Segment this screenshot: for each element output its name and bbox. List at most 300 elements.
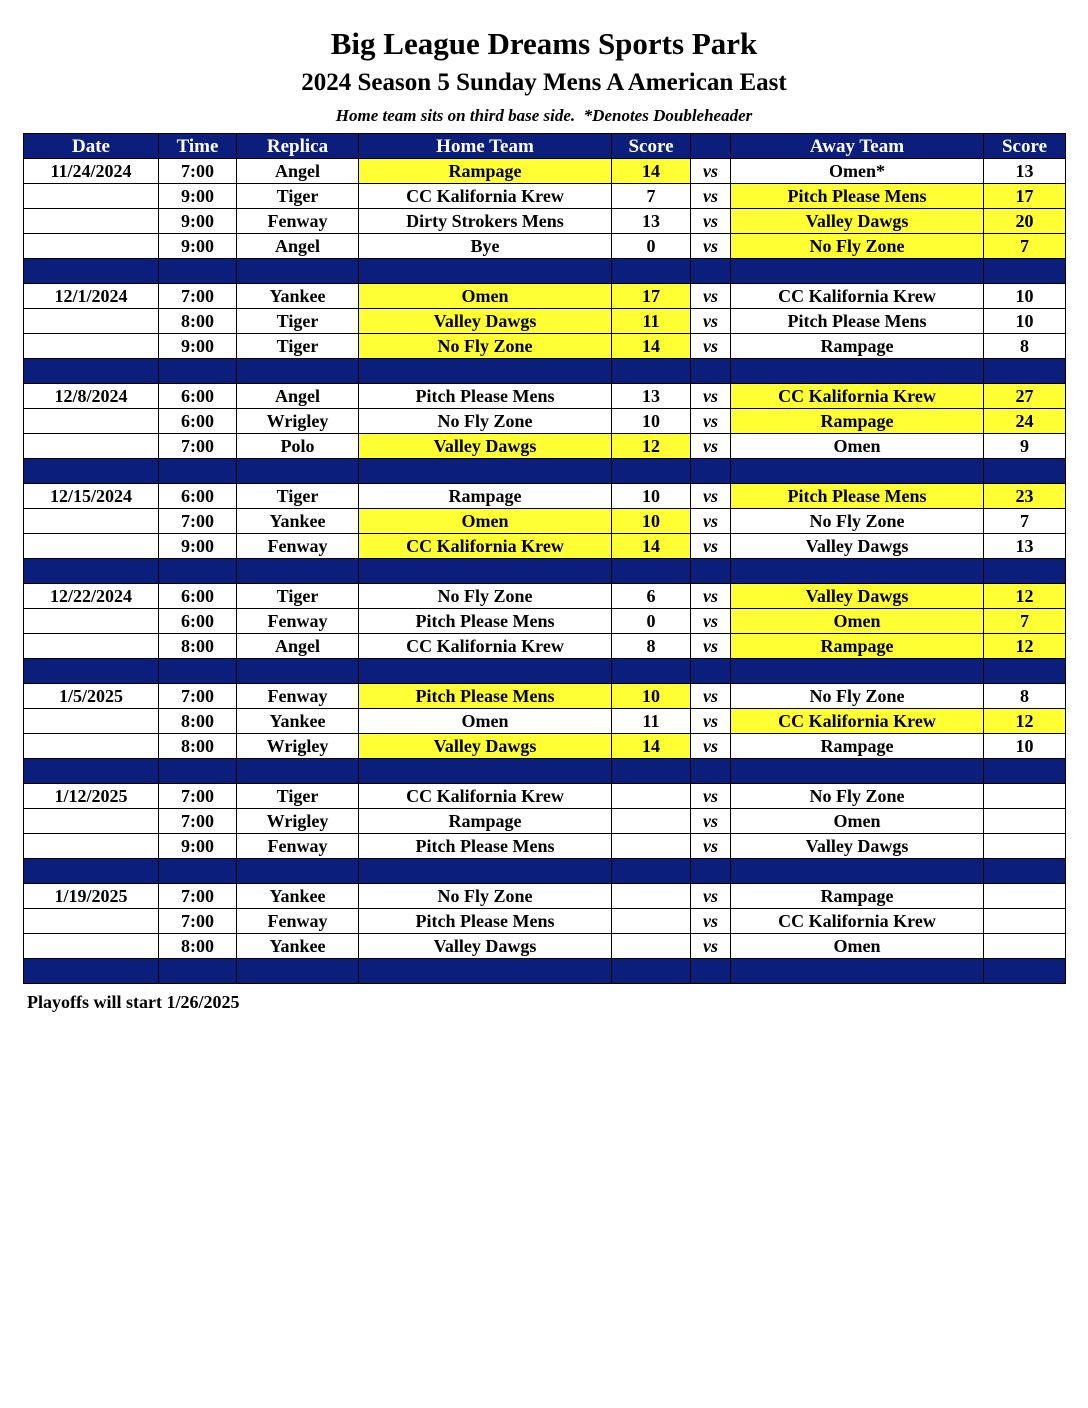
game-time: 7:00 [159,809,237,834]
game-row [24,884,1066,909]
game-row [24,384,1066,409]
game-date [24,934,159,959]
game-time: 9:00 [159,184,237,209]
game-time: 7:00 [159,284,237,309]
col-header-replica: Replica [237,134,359,159]
game-time: 7:00 [159,684,237,709]
vs-label: vs [691,809,731,834]
vs-label: vs [691,734,731,759]
home-team: CC Kalifornia Krew [359,634,612,659]
away-score: 10 [984,284,1066,309]
home-team: Omen [359,284,612,309]
game-row [24,909,1066,934]
away-score: 9 [984,434,1066,459]
game-date [24,409,159,434]
game-row [24,684,1066,709]
away-team: Valley Dawgs [731,209,984,234]
game-replica: Angel [237,384,359,409]
away-score: 7 [984,509,1066,534]
separator-cell [984,659,1066,684]
separator-cell [731,259,984,284]
home-team: Omen [359,509,612,534]
game-time: 8:00 [159,934,237,959]
away-score: 17 [984,184,1066,209]
home-score: 14 [612,159,691,184]
game-date [24,334,159,359]
game-date [24,184,159,209]
vs-label: vs [691,384,731,409]
game-time: 6:00 [159,384,237,409]
away-team: CC Kalifornia Krew [731,709,984,734]
home-score: 11 [612,709,691,734]
game-row [24,784,1066,809]
separator-cell [24,559,159,584]
game-time: 6:00 [159,609,237,634]
game-date [24,234,159,259]
col-header-away-score: Score [984,134,1066,159]
game-time: 7:00 [159,434,237,459]
separator-cell [691,659,731,684]
game-date: 12/8/2024 [24,384,159,409]
home-score: 17 [612,284,691,309]
game-replica: Wrigley [237,809,359,834]
vs-label: vs [691,584,731,609]
game-date: 1/12/2025 [24,784,159,809]
game-row [24,184,1066,209]
away-score: 10 [984,734,1066,759]
separator-cell [159,559,237,584]
game-row [24,484,1066,509]
home-score: 11 [612,309,691,334]
away-team: Rampage [731,409,984,434]
game-date: 12/1/2024 [24,284,159,309]
home-score: 0 [612,234,691,259]
away-team: Omen [731,809,984,834]
col-header-date: Date [24,134,159,159]
game-replica: Fenway [237,909,359,934]
home-score: 14 [612,734,691,759]
week-separator-row [24,959,1066,984]
game-time: 8:00 [159,309,237,334]
home-team: Valley Dawgs [359,434,612,459]
game-date: 12/22/2024 [24,584,159,609]
game-time: 8:00 [159,634,237,659]
col-header-time: Time [159,134,237,159]
vs-label: vs [691,884,731,909]
schedule-body [24,159,1066,984]
away-score: 12 [984,634,1066,659]
game-row [24,709,1066,734]
vs-label: vs [691,234,731,259]
away-score: 7 [984,609,1066,634]
game-date [24,209,159,234]
home-score: 13 [612,209,691,234]
separator-cell [237,659,359,684]
vs-label: vs [691,534,731,559]
separator-cell [731,659,984,684]
home-team: Pitch Please Mens [359,609,612,634]
game-time: 7:00 [159,159,237,184]
game-row [24,409,1066,434]
game-time: 6:00 [159,409,237,434]
game-row [24,834,1066,859]
vs-label: vs [691,834,731,859]
separator-cell [237,759,359,784]
away-team: CC Kalifornia Krew [731,384,984,409]
week-separator-row [24,759,1066,784]
separator-cell [731,359,984,384]
away-team: Omen [731,934,984,959]
separator-cell [24,459,159,484]
game-date [24,509,159,534]
home-team: CC Kalifornia Krew [359,184,612,209]
separator-cell [359,259,612,284]
game-replica: Fenway [237,834,359,859]
home-score: 14 [612,534,691,559]
vs-label: vs [691,784,731,809]
separator-cell [237,959,359,984]
game-replica: Angel [237,634,359,659]
vs-label: vs [691,909,731,934]
game-replica: Yankee [237,284,359,309]
game-row [24,534,1066,559]
vs-label: vs [691,159,731,184]
away-team: Omen [731,609,984,634]
away-team: No Fly Zone [731,234,984,259]
game-row [24,734,1066,759]
game-replica: Yankee [237,509,359,534]
separator-cell [359,959,612,984]
home-team: Rampage [359,809,612,834]
game-date: 12/15/2024 [24,484,159,509]
home-team: Dirty Strokers Mens [359,209,612,234]
away-score [984,834,1066,859]
separator-cell [691,459,731,484]
header-row [24,134,1066,159]
game-row [24,809,1066,834]
home-score: 13 [612,384,691,409]
game-time: 7:00 [159,909,237,934]
game-row [24,584,1066,609]
separator-cell [731,459,984,484]
game-row [24,234,1066,259]
game-date: 1/19/2025 [24,884,159,909]
vs-label: vs [691,209,731,234]
home-team: Valley Dawgs [359,934,612,959]
away-score: 12 [984,709,1066,734]
vs-label: vs [691,634,731,659]
separator-cell [24,959,159,984]
away-score: 8 [984,334,1066,359]
separator-cell [24,759,159,784]
game-row [24,309,1066,334]
separator-cell [731,859,984,884]
separator-cell [159,359,237,384]
game-time: 8:00 [159,734,237,759]
separator-cell [612,759,691,784]
home-score: 12 [612,434,691,459]
separator-cell [984,559,1066,584]
game-replica: Tiger [237,334,359,359]
home-team: Valley Dawgs [359,734,612,759]
vs-label: vs [691,484,731,509]
home-team: Valley Dawgs [359,309,612,334]
separator-cell [24,859,159,884]
game-date: 11/24/2024 [24,159,159,184]
separator-cell [731,759,984,784]
home-score: 10 [612,684,691,709]
game-time: 6:00 [159,584,237,609]
game-date: 1/5/2025 [24,684,159,709]
game-replica: Tiger [237,184,359,209]
home-team: Bye [359,234,612,259]
page-title: Big League Dreams Sports Park [330,26,758,61]
game-replica: Polo [237,434,359,459]
separator-cell [237,359,359,384]
home-team: Rampage [359,159,612,184]
away-score [984,934,1066,959]
game-row [24,934,1066,959]
game-replica: Yankee [237,884,359,909]
home-team: No Fly Zone [359,334,612,359]
away-score [984,909,1066,934]
separator-cell [612,959,691,984]
separator-cell [984,259,1066,284]
game-replica: Wrigley [237,734,359,759]
away-team: Valley Dawgs [731,534,984,559]
away-score: 24 [984,409,1066,434]
away-team: Rampage [731,334,984,359]
game-time: 7:00 [159,509,237,534]
season-subtitle: 2024 Season 5 Sunday Mens A American East [301,69,787,96]
game-replica: Tiger [237,484,359,509]
week-separator-row [24,359,1066,384]
separator-cell [691,359,731,384]
home-score: 6 [612,584,691,609]
game-time: 7:00 [159,884,237,909]
game-replica: Angel [237,234,359,259]
away-team: Rampage [731,734,984,759]
week-separator-row [24,459,1066,484]
separator-cell [24,659,159,684]
game-row [24,434,1066,459]
away-score [984,784,1066,809]
home-score: 10 [612,409,691,434]
home-team-note: Home team sits on third base side. *Denotes Doubleheader [335,106,753,125]
vs-label: vs [691,934,731,959]
col-header-away-team: Away Team [731,134,984,159]
away-team: Rampage [731,884,984,909]
separator-cell [731,559,984,584]
separator-cell [237,259,359,284]
vs-label: vs [691,509,731,534]
home-score [612,934,691,959]
game-replica: Tiger [237,784,359,809]
away-score [984,809,1066,834]
separator-cell [612,559,691,584]
separator-cell [612,659,691,684]
separator-cell [159,259,237,284]
away-score: 8 [984,684,1066,709]
game-date [24,809,159,834]
home-team: Pitch Please Mens [359,834,612,859]
game-time: 8:00 [159,709,237,734]
home-team: CC Kalifornia Krew [359,534,612,559]
separator-cell [612,859,691,884]
away-score: 13 [984,159,1066,184]
away-team: Omen* [731,159,984,184]
week-separator-row [24,659,1066,684]
separator-cell [237,459,359,484]
separator-cell [159,959,237,984]
home-team: Pitch Please Mens [359,684,612,709]
away-team: CC Kalifornia Krew [731,284,984,309]
separator-cell [237,559,359,584]
separator-cell [237,859,359,884]
home-team: No Fly Zone [359,409,612,434]
separator-cell [359,359,612,384]
separator-cell [612,459,691,484]
vs-label: vs [691,184,731,209]
game-row [24,284,1066,309]
game-replica: Wrigley [237,409,359,434]
separator-cell [691,959,731,984]
home-score [612,809,691,834]
home-score [612,784,691,809]
game-time: 7:00 [159,784,237,809]
home-team: Omen [359,709,612,734]
separator-cell [984,359,1066,384]
away-team: Rampage [731,634,984,659]
away-score [984,884,1066,909]
game-time: 9:00 [159,834,237,859]
home-score: 8 [612,634,691,659]
game-replica: Tiger [237,584,359,609]
vs-label: vs [691,284,731,309]
separator-cell [159,459,237,484]
separator-cell [731,959,984,984]
home-score [612,909,691,934]
separator-cell [612,259,691,284]
away-score: 12 [984,584,1066,609]
vs-label: vs [691,709,731,734]
away-team: Valley Dawgs [731,834,984,859]
home-score: 10 [612,484,691,509]
separator-cell [359,459,612,484]
game-replica: Fenway [237,684,359,709]
away-team: Omen [731,434,984,459]
separator-cell [359,659,612,684]
game-replica: Fenway [237,609,359,634]
game-date [24,709,159,734]
week-separator-row [24,259,1066,284]
separator-cell [159,859,237,884]
separator-cell [691,259,731,284]
separator-cell [359,559,612,584]
separator-cell [984,859,1066,884]
separator-cell [984,759,1066,784]
game-date [24,634,159,659]
game-time: 6:00 [159,484,237,509]
game-date [24,534,159,559]
game-time: 9:00 [159,534,237,559]
away-team: Pitch Please Mens [731,184,984,209]
game-row [24,209,1066,234]
vs-label: vs [691,434,731,459]
away-team: Pitch Please Mens [731,484,984,509]
game-date [24,609,159,634]
week-separator-row [24,859,1066,884]
separator-cell [24,359,159,384]
game-time: 9:00 [159,334,237,359]
game-replica: Yankee [237,934,359,959]
away-team: No Fly Zone [731,684,984,709]
separator-cell [159,659,237,684]
home-score: 10 [612,509,691,534]
away-score: 23 [984,484,1066,509]
vs-label: vs [691,684,731,709]
separator-cell [691,559,731,584]
home-score: 0 [612,609,691,634]
home-team: CC Kalifornia Krew [359,784,612,809]
game-time: 9:00 [159,209,237,234]
game-time: 9:00 [159,234,237,259]
game-date [24,734,159,759]
separator-cell [159,759,237,784]
separator-cell [691,759,731,784]
vs-label: vs [691,609,731,634]
separator-cell [612,359,691,384]
away-team: CC Kalifornia Krew [731,909,984,934]
away-score: 27 [984,384,1066,409]
home-team: Rampage [359,484,612,509]
away-team: Pitch Please Mens [731,309,984,334]
week-separator-row [24,559,1066,584]
away-score: 7 [984,234,1066,259]
game-replica: Fenway [237,534,359,559]
vs-label: vs [691,334,731,359]
game-replica: Fenway [237,209,359,234]
home-score [612,884,691,909]
away-score: 10 [984,309,1066,334]
col-header-home-team: Home Team [359,134,612,159]
game-row [24,159,1066,184]
game-row [24,334,1066,359]
separator-cell [24,259,159,284]
separator-cell [359,759,612,784]
playoffs-note: Playoffs will start 1/26/2025 [27,992,240,1012]
home-team: No Fly Zone [359,584,612,609]
game-replica: Angel [237,159,359,184]
away-team: No Fly Zone [731,784,984,809]
separator-cell [691,859,731,884]
game-row [24,634,1066,659]
schedule-table [23,133,1066,984]
game-replica: Yankee [237,709,359,734]
separator-cell [984,459,1066,484]
col-header-vs [691,134,731,159]
separator-cell [984,959,1066,984]
away-score: 13 [984,534,1066,559]
vs-label: vs [691,309,731,334]
col-header-home-score: Score [612,134,691,159]
game-date [24,434,159,459]
game-date [24,309,159,334]
game-date [24,909,159,934]
home-score [612,834,691,859]
home-team: No Fly Zone [359,884,612,909]
away-team: Valley Dawgs [731,584,984,609]
